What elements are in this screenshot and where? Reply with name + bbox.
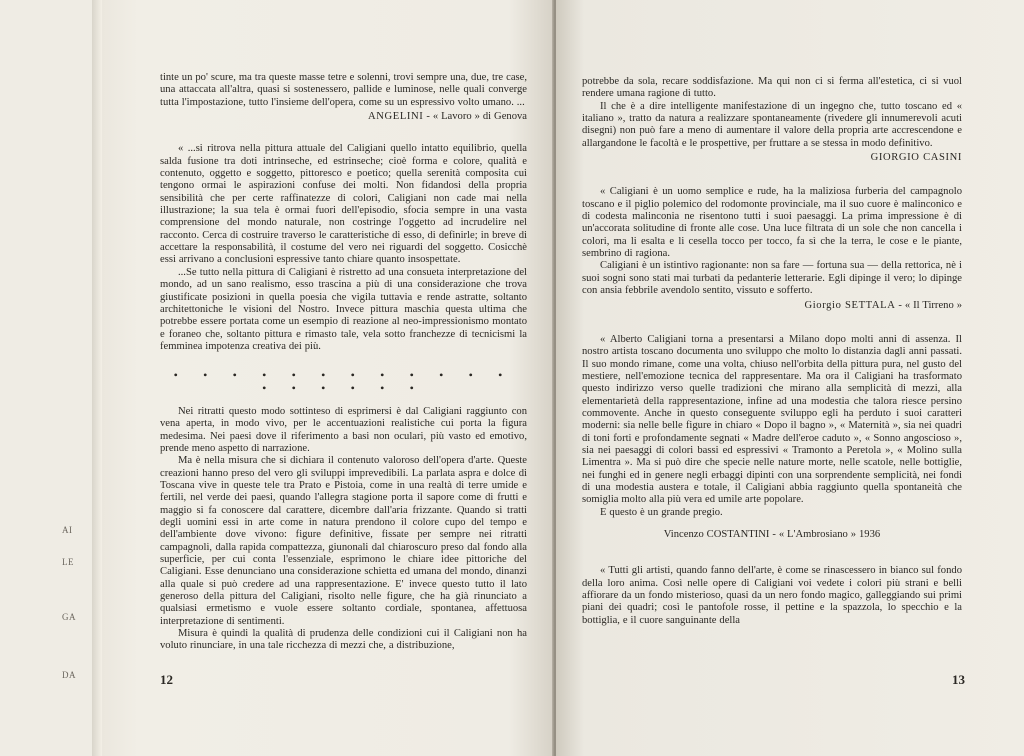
margin-fragment: LE — [62, 557, 74, 567]
paragraph: potrebbe da sola, recare soddisfazione. Ma qui non ci si ferma all'estetica, ci si vuol rendere umana ragione di tutto. — [582, 76, 962, 100]
attribution-source: - « Il Tirreno » — [898, 299, 962, 311]
attribution: Vincenzo COSTANTINI - « L'Ambrosiano » 1936 — [663, 529, 881, 540]
paragraph: Il che è a dire intelligente manifestazione di un ingegno che, tutto toscano ed « italiano », tratto da natura a realizzare spontaneamente (rivedere gli innumerevoli acuti disegni) non può fare a meno di aumentare il valore della propria arte accrescendone e allargandone le facoltà e le prospettive, per fruttare a se stessa in modo definitivo. — [582, 100, 962, 149]
page-number: 13 — [952, 672, 965, 687]
quote-paragraph: « ...si ritrova nella pittura attuale del Caligiani quello intatto equilibrio, quella salda fusione tra doti intrinseche, ed estrinseche; cioè forma e colore, qualità e contenuto, oggetto e soggetto, pittoresco e poetico; quella serenità composita cui tengono ormai le aspirazioni confuse dei molti. Non fidandosi della propria sensibilità che per certe raffinatezze di colori, Caligiani non cade mai nella illustrazione; la sua tela è ormai fuori dell'episodio, sfocia sempre in una vasta comprensione del mondo naturale, non costringe l'oggetto ad incrudelire nel racconto. Cerca di costruire traverso le caratteristiche di esso, di definirle; in breve di accettare la responsabilità, il costume del vero nei riguardi del soggetto. Cosicchè essi arrivano a conclusioni espressive tanto chiare quanto insospettate. — [160, 143, 527, 266]
attribution-author: Giorgio SETTALA — [804, 299, 896, 311]
attribution-author: GIORGIO CASINI — [870, 152, 962, 164]
quote-paragraph: Misura è quindi la qualità di prudenza delle condizioni cui il Caligiani non ha voluto rinunciare, in una tale ricchezza di mezzi che, a distribuzione, — [160, 628, 527, 652]
page-number: 12 — [160, 672, 173, 687]
margin-fragment: DA — [62, 670, 76, 680]
attribution — [582, 300, 962, 312]
right-page — [556, 0, 1024, 756]
ellipsis-separator: • • • • • • • • • • • • • • • • • • — [173, 368, 514, 395]
margin-fragment: AI — [62, 525, 73, 535]
quote-paragraph: Caligiani è un istintivo ragionante: non sa fare — fortuna sua — della rettorica, nè i suoi sogni sono stati mai turbati da pedanterie letterarie. Egli dipinge il vero; lo dipinge con ansia febbrile avendolo sentito, vissuto e sofferto. — [582, 260, 962, 297]
underlying-page-edge — [92, 0, 102, 756]
quote-paragraph: Nei ritratti questo modo sottinteso di esprimersi è dal Caligiani raggiunto con vena aperta, in modo vivo, per le accentuazioni realistiche cui porta la figura medesima. Nei paesi dove il riferimento a basi non oculari, più vasto ed emotivo, prende meno aspetto di narrazione. — [160, 405, 527, 454]
quote-paragraph: E questo è un grande pregio. — [600, 506, 723, 518]
opening-paragraph: tinte un po' scure, ma tra queste masse tetre e solenni, trovi sempre una, due, tre case, una attaccata all'altra, quasi si sostenessero, pallide e luminose, nelle quali converge tutta l'impostazione, tutto l'insieme dell'opera, come su un espressivo volto umano. ... — [160, 72, 527, 108]
quote-paragraph: « Caligiani è un uomo semplice e rude, ha la maliziosa furberia del campagnolo toscano e il piglio polemico del rodomonte provinciale, ma il suo cuore è malinconico e di codesta malinconia ne risentono tutti i suoi paesaggi. La prima impressione è di un'accorata solitudine di fronte alle cose. Una luce filtrata di un sole che non cancella i colori, ma li esalta e li cesella tocco per tocco, fa sì che la terra, le cose e le piante, sembrino di ragiona. — [582, 186, 962, 260]
left-page — [102, 0, 554, 756]
attribution — [582, 152, 962, 164]
left-page-text — [160, 72, 527, 653]
quote-paragraph: « Alberto Caligiani torna a presentarsi a Milano dopo molti anni di assenza. Il nostro artista toscano documenta uno sviluppo che molto lo distanzia dagli anni passati. Il suo mondo rimane, come una volta, chiuso nell'orbita della pittura pura, nel gusto del mestiere, nell'emozione tecnica del rappresentare. Ma ora il Caligiani ha trasformato questo indirizzo verso quelle tradizioni che mirano alla semplicità di mezzi, alla elementarietà della rappresentazione, infine ad una modestia che talora riesce persino commovente. Anche in questo conseguente sviluppo egli ha perduto i suoi caratteri moderni: sia nelle belle figure in chiaro « Dopo il bagno », « Maternità », sia nei quadri di toni forti e profondamente segnati « Madre dell'eroe caduto », « Sonno angoscioso », sia nei paesaggi di colori bassi ed espressivi « Tramonto a Peretola », « Molino sulla Limentra ». Ma si può dire che specie nelle nature morte, nelle scatole, nelle bottiglie, nei funghi ed in genere negli erbaggi dipinti con una sorprendente semplicità, nei fondi di una modestia austera e totale, il Caligiani abbia raggiunto quella spontaneità che somiglia molto alla più vera ed umile arte popolare. — [582, 333, 962, 506]
attribution-author: ANGELINI — [368, 111, 424, 123]
right-page-text — [582, 76, 962, 627]
quote-paragraph: Ma è nella misura che si dichiara il contenuto valoroso dell'opera d'arte. Queste creazioni hanno preso del vero gli sviluppi imprevedibili. La parlata aspra e dolce di Toscana vive in queste tele tra Prato e Pistoia, come in una realtà di terre umide e fertili, nel verde dei paesi, quando l'allegra stagione porta il sapore come di frutti e maggio si fa conoscere dal carattere, dicembre dall'aria frizzante. Quando si tratti degli uomini essi in arte come in natura prendono il colore cupo del tempo e dell'ambiente dove vivono: figure definitive, fissate per sempre nei ritratti campagnoli, dalla rapida compattezza, giunonali dal chiaroscuro preso dal fondo alla superficie, per cui conta l'essenziale, esprimono le chiare idee pittoriche del Caligiani. Esse denunciano una considerazione schietta ed umana del mondo, dinanzi alla quale si può credere ad una rappresentazione. E' invece questo tutto il lato generoso della pittura del Caligiani, risolto nelle figure, che ha già rinunciato a qualsiasi ermetismo e vuole essere soltanto cordiale, spontanea, affettuosa interpretazione di sentimenti. — [160, 455, 527, 627]
quote-paragraph: ...Se tutto nella pittura di Caligiani è ristretto ad una consueta interpretazione del mondo, ad un sano realismo, esso trascina a più di una considerazione che trova giustificate posizioni in quella poesia che vigila tuttavia e rende astratte, soltanto architettoniche le visioni del Nostro. Invece pittura maschia questa ultima che potrebbe essere portata come un esempio di reazione al neo-impressionismo montato e forаneo che, soltanto pittura e rimasto tale, vela sotto franchezze di tecnicismi la femminea impotenza creativa dei più. — [160, 266, 527, 352]
underlying-page — [0, 0, 100, 756]
margin-fragment: GA — [62, 612, 76, 622]
attribution-source: - « Lavoro » di Genova — [426, 111, 527, 123]
opening-attribution — [160, 111, 527, 123]
quote-paragraph: « Tutti gli artisti, quando fanno dell'arte, è come se rinascessero in bianco sul fondo della loro anima. Così nelle opere di Caligiani voi vedete i colori più strani e belli affiorare da un fondo misterioso, quasi da un nero fondo magico, galleggiando sui primi piani dei quadri; così le pantofole rosse, il pettine e la spazzola, lo specchio e la bottiglia, e il cuore sanguinante della — [582, 565, 962, 626]
